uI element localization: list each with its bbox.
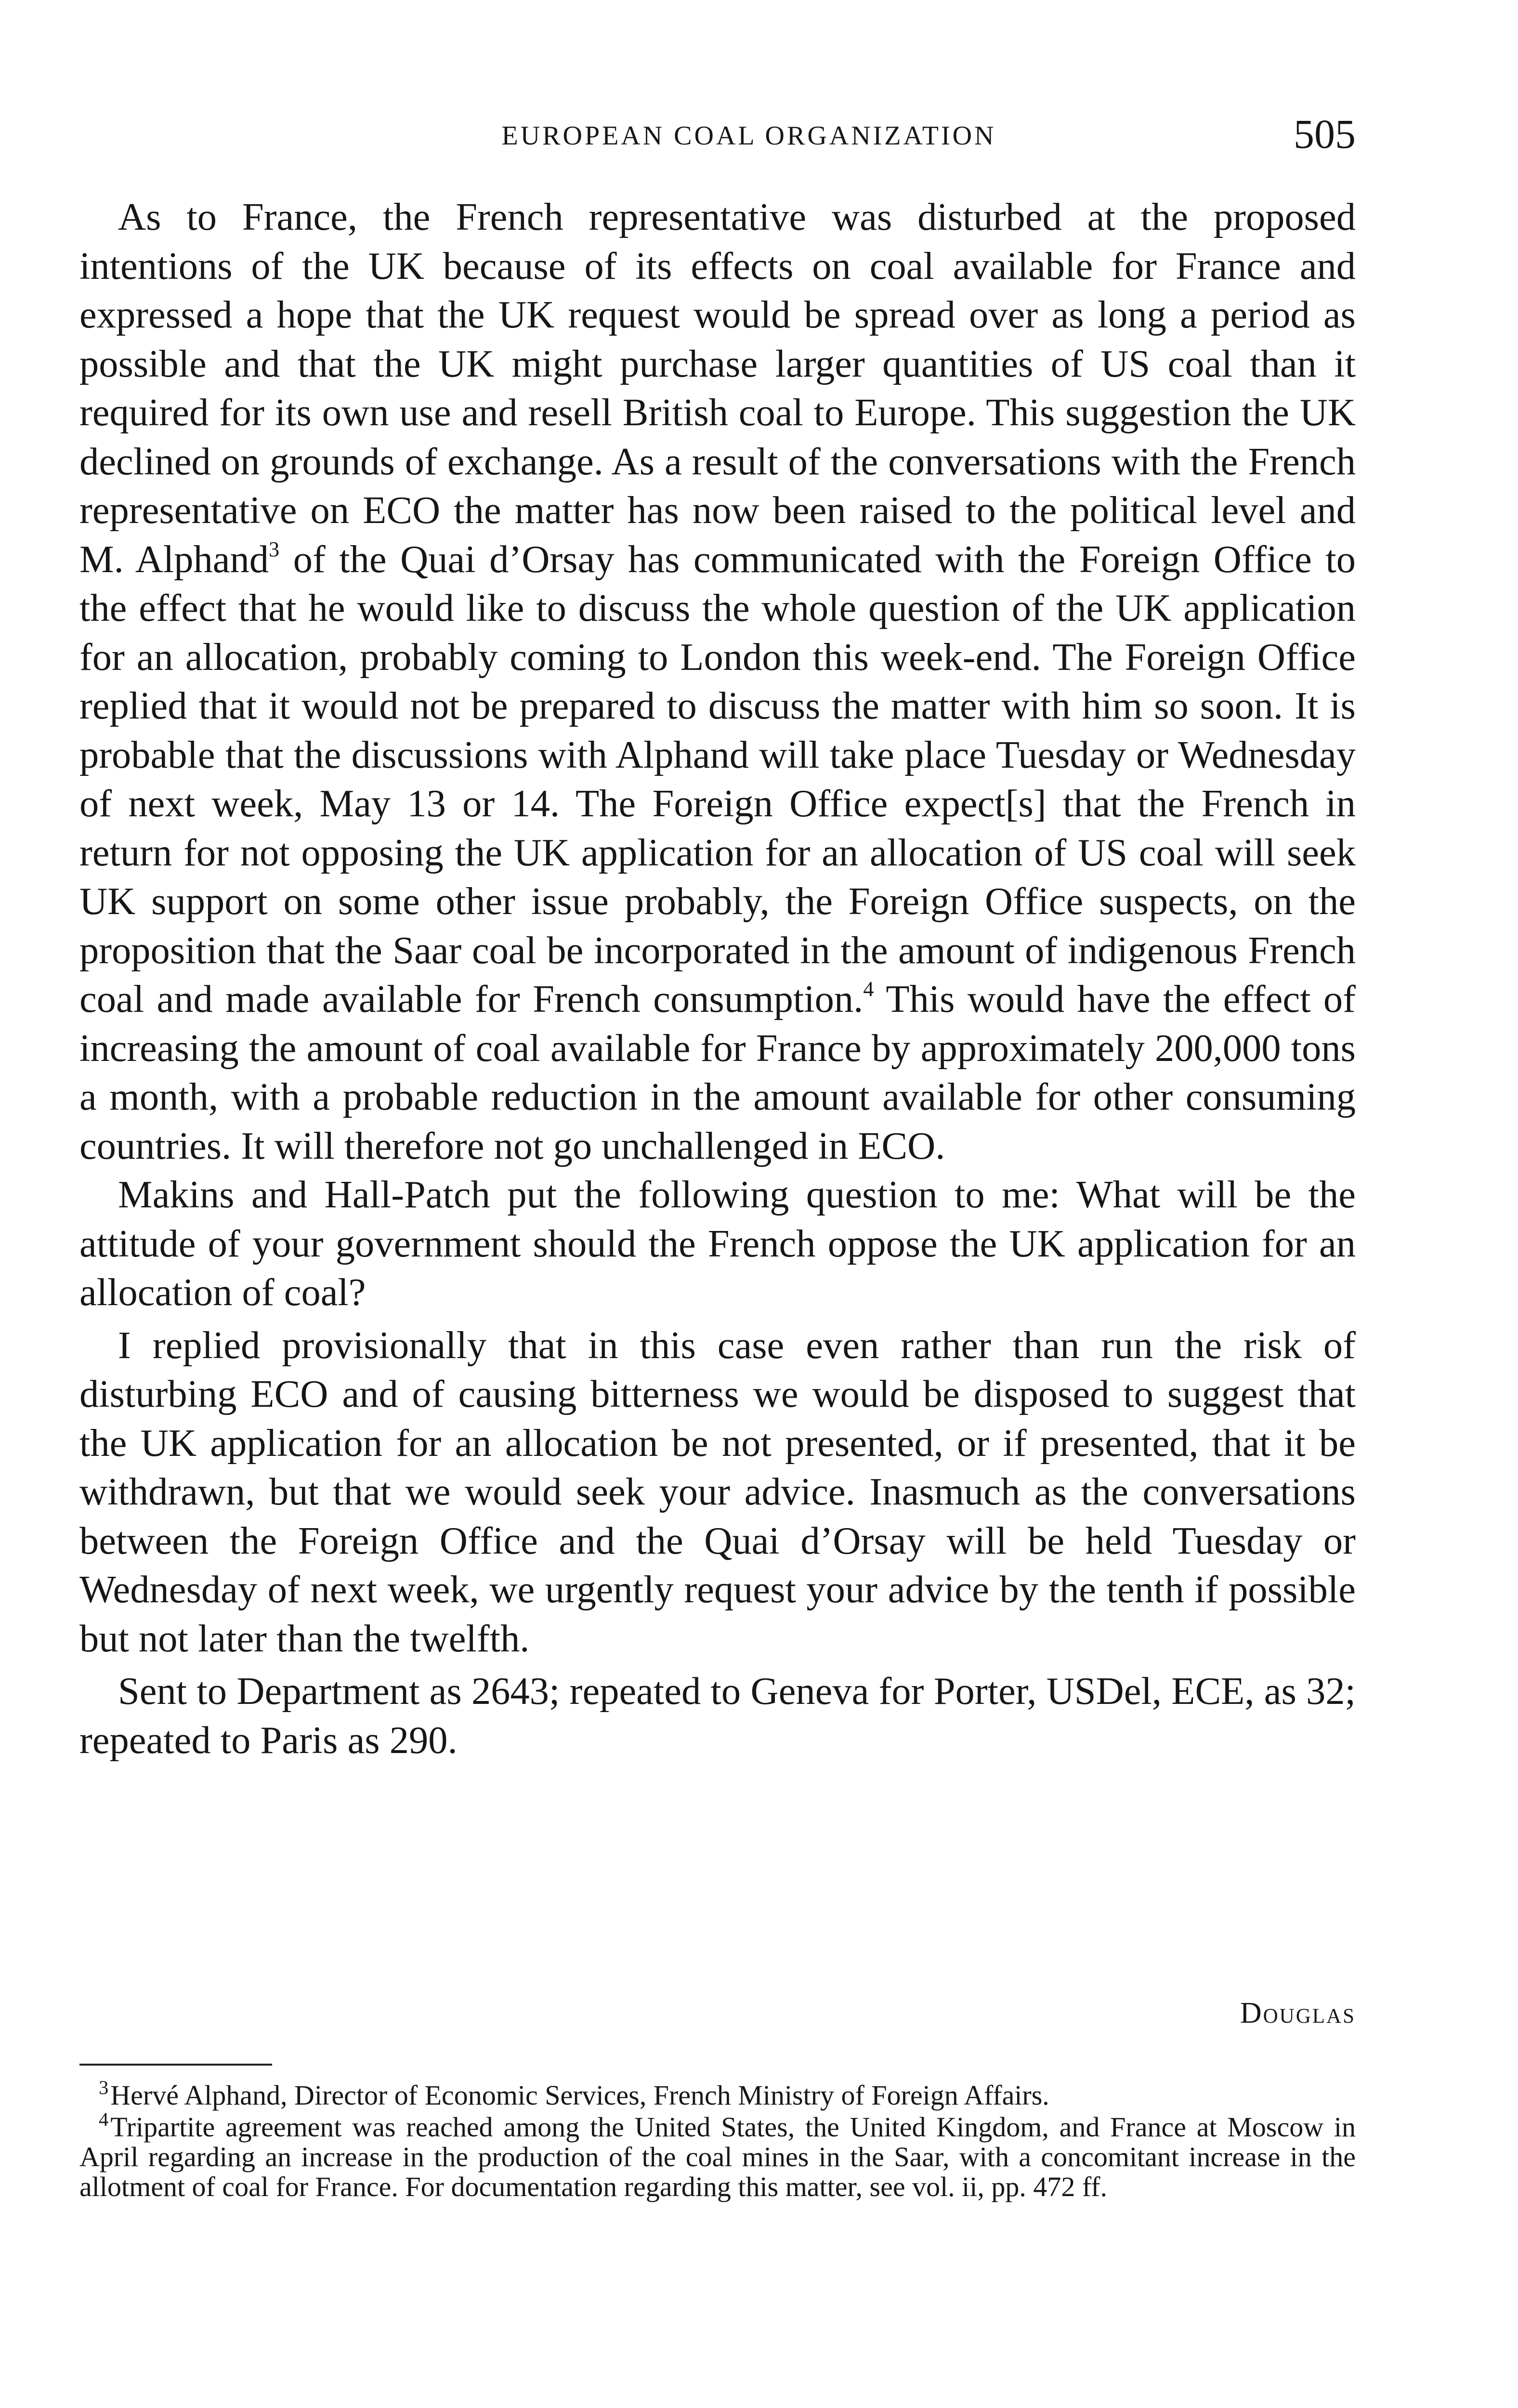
- running-title: EUROPEAN COAL ORGANIZATION: [501, 121, 996, 151]
- footnote-3-text: Hervé Alphand, Director of Economic Services, French Ministry of Foreign Affairs.: [110, 2080, 1049, 2111]
- footnote-ref-4: 4: [863, 977, 874, 1001]
- footnote-4-text: Tripartite agreement was reached among the United States, the United Kingdom, and France at Moscow in April regarding an increase in the production of the coal mines in the Saar, with a concomitant increase in the allotment of coal for France. For documentation regarding this matter, see vol. ii, pp. 472 ff.: [79, 2111, 1356, 2202]
- paragraph-4: Sent to Department as 2643; repeated to Geneva for Porter, USDel, ECE, as 32; repeated to Paris as 290.: [79, 1670, 1356, 1762]
- footnote-divider: [79, 2064, 272, 2066]
- body-text: [79, 193, 1356, 1765]
- paragraph-1-part-c: This would have the effect of increasing the amount of coal available for France by approximately 200,000 tons a month, with a probable reduction in the amount available for other consuming countries. It will therefore not go unchallenged in ECO.: [79, 978, 1356, 1167]
- running-header: [79, 110, 1356, 168]
- paragraph-2: Makins and Hall-Patch put the following question to me: What will be the attitude of your government should the French oppose the UK application for an allocation of coal?: [79, 1173, 1356, 1314]
- footnotes: [79, 2076, 1356, 2204]
- footnote-4-mark: 4: [99, 2108, 109, 2130]
- paragraph-3: I replied provisionally that in this case even rather than run the risk of disturbing ECO and of causing bitterness we would be disposed to suggest that the UK application for an allocation be not presented, or if presented, that it be withdrawn, but that we would seek your advice. Inasmuch as the conversations between the Foreign Office and the Quai d’Orsay will be held Tuesday or Wednesday of next week, we urgently request your advice by the tenth if possible but not later than the twelfth.: [79, 1323, 1356, 1660]
- paragraph-1-part-a: As to France, the French representative was disturbed at the proposed intentions of the UK because of its effects on coal available for France and expressed a hope that the UK request would be spread over as long a period as possible and that the UK might purchase larger quantities of US coal than it required for its own use and resell British coal to Europe. This suggestion the UK declined on grounds of exchange. As a result of the conversations with the French representative on ECO the matter has now been raised to the political level and M. Alphand: [79, 196, 1356, 581]
- paragraph-1: [79, 193, 1356, 1170]
- signature: Douglas: [1240, 1997, 1356, 2029]
- page-number: 505: [1294, 111, 1356, 157]
- footnote-3-mark: 3: [99, 2076, 109, 2098]
- footnote-4: [79, 2108, 1356, 2202]
- paragraph-1-part-b: of the Quai d’Orsay has communicated with the Foreign Office to the effect that he would like to discuss the whole question of the UK application for an allocation, probably coming to London this week-end. The Foreign Office replied that it would not be prepared to discuss the matter with him so soon. It is probable that the discussions with Alphand will take place Tuesday or Wednesday of next week, May 13 or 14. The Foreign Office expect[s] that the French in return for not opposing the UK application for an allocation of US coal will seek UK support on some other issue probably, the Foreign Office suspects, on the proposition that the Saar coal be incorporated in the amount of indigenous French coal and made available for French consumption.: [79, 537, 1356, 1021]
- footnote-3: [79, 2076, 1356, 2111]
- footnote-ref-3: 3: [269, 537, 280, 561]
